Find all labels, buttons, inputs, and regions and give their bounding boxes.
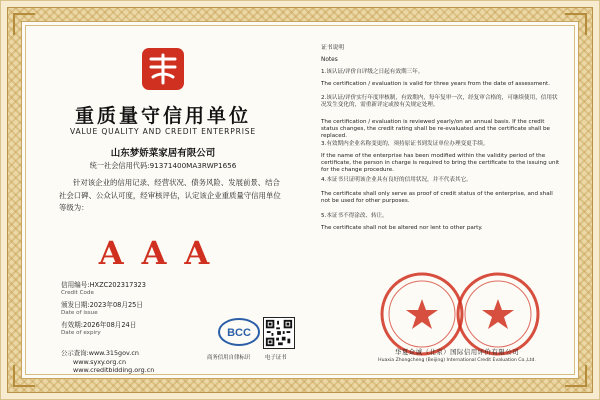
- credit-number-field: [61, 281, 146, 297]
- issue-date-field: [61, 301, 143, 317]
- note-item: 3.有效期内企业名称变更的，须持原证书到发证单位办理变更手续。: [321, 141, 489, 147]
- note-item: 1.该认证/评价自评级之日起有效期三年。: [321, 69, 424, 75]
- verification-link[interactable]: www.creditbidding.org.cn: [73, 366, 155, 375]
- expiry-date-field: [61, 321, 136, 337]
- bcc-logo-text: BCC: [227, 327, 251, 339]
- bcc-caption: 商务信用自律标识: [207, 355, 251, 361]
- issuer-name: 华夏众诚（北京）国际信用评价有限公司: [394, 348, 520, 356]
- field-label-en: Date of issue: [61, 310, 98, 316]
- certificate-title: 重质量守信用单位: [74, 105, 251, 127]
- credit-rating: AAA: [98, 234, 228, 272]
- note-item: The certificate shall not be altered nor lent to other party.: [321, 225, 483, 231]
- notes-heading: [321, 45, 561, 52]
- certification-statement: 针对该企业的信用记录、经营状况、债务风险、发展前景、结合社会口碑、公众认可度，经审核评估，认定该企业重质量守信用单位等级为：: [59, 178, 281, 212]
- field-value: 信用编号:HXZC202317323: [61, 281, 146, 289]
- note-item: If the name of the enterprise has been modified within the validity period of the certificate, the person in charge is required to bring the certificate to the issuing unit for the change procedure.: [321, 153, 560, 174]
- company-name: 山东梦娇菜家居有限公司: [110, 148, 216, 159]
- issuer-name-en: Huaxia Zhongcheng (Beijing) International Credit Evaluation Co.,Ltd.: [378, 358, 536, 363]
- field-value: 颁发日期:2023年08月25日: [61, 301, 143, 309]
- note-item: 2.该认证/评价实行年度审核制，有效期内，每年复审一次，经复审合格的，可继续使用，信用状况发生变化的，需重新评定或按有关规定处理。: [321, 95, 558, 109]
- verification-links: [61, 349, 154, 375]
- note-item: The certification / evaluation is valid for three years from the date of assessment.: [321, 81, 551, 87]
- verification-link[interactable]: 公示查询:www.315gov.cn: [61, 349, 139, 357]
- qr-caption: 电子证书: [265, 355, 287, 361]
- field-label-en: Credit Code: [61, 290, 94, 296]
- note-item: 5.本证书不得涂改、转让。: [321, 213, 388, 219]
- unified-credit-code: 统一社会信用代码:91371400MA3RWP1656: [89, 161, 237, 170]
- notes-heading-en-block: [321, 57, 561, 64]
- verification-link[interactable]: www.syxy.org.cn: [73, 357, 126, 366]
- evaluation-seal: [453, 269, 543, 359]
- note-item: 4.本证书只证明该企业具有良好的信用状况，并不代表其它。: [321, 177, 472, 183]
- field-value: 有效期:2026年08月24日: [61, 321, 137, 329]
- bcc-logo: [217, 317, 261, 347]
- qr-code[interactable]: [263, 317, 295, 349]
- note-item: The certificate shall only serve as proof of credit status of the enterprise, and shall not be used for other purposes.: [321, 191, 553, 205]
- notes-heading-cn: 证书说明: [321, 45, 345, 51]
- note-item: The certification / evaluation is reviewed yearly/on an annual basis. If the credit status changes, the credit rating shall be re-evaluated and the certificate shall be replaced.: [321, 119, 550, 140]
- credit-seal-icon: [141, 47, 185, 91]
- certificate-title-en: VALUE QUALITY AND CREDIT ENTERPRISE: [70, 127, 256, 136]
- notes-heading-en: Notes: [321, 57, 338, 63]
- field-label-en: Date of expiry: [61, 330, 101, 336]
